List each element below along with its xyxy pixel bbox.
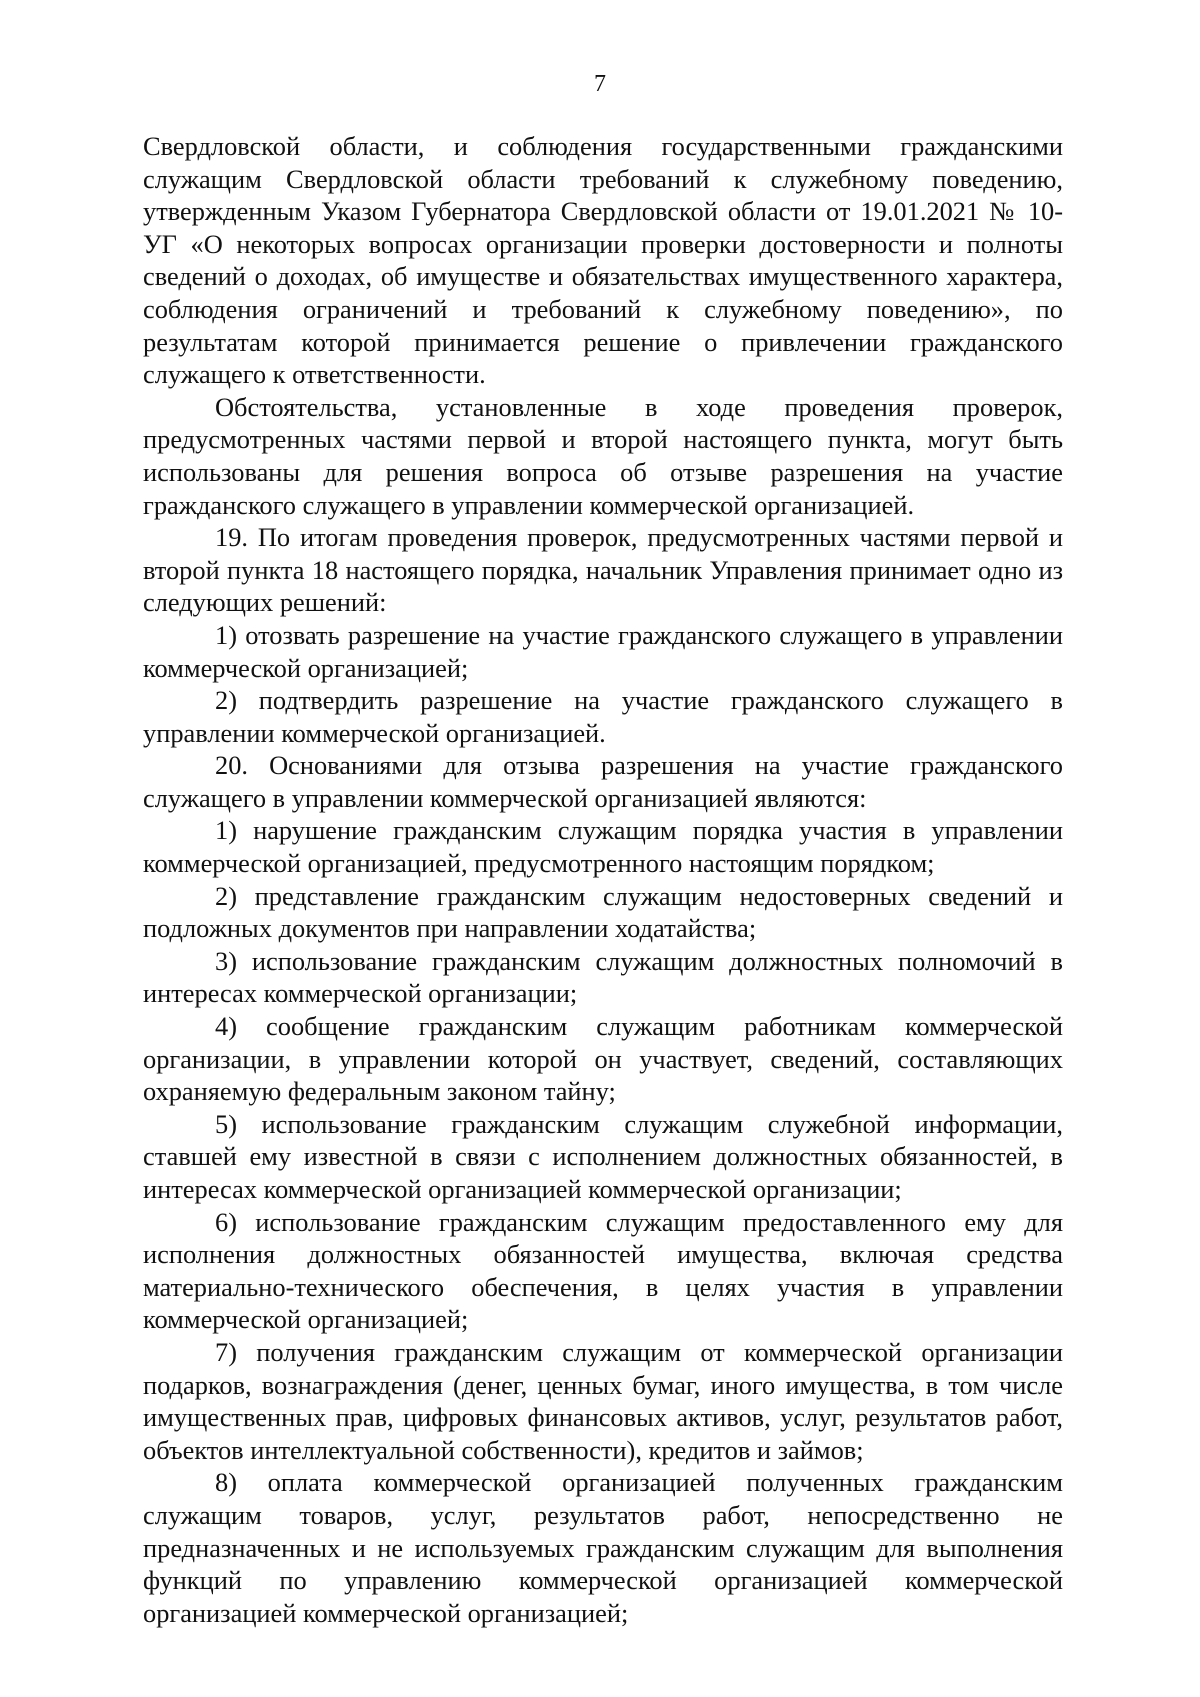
list-item-20-5: 5) использование гражданским служащим служебной информации, ставшей ему известной в связи с исполнением должностных обязанностей, в интересах коммерческой организацией коммерческой организации; [143, 1108, 1063, 1204]
list-item-20-1: 1) нарушение гражданским служащим порядка участия в управлении коммерческой организацией, предусмотренного настоящим порядком; [143, 815, 1063, 879]
document-body [143, 130, 1063, 1629]
paragraph-clause-19: 19. По итогам проведения проверок, предусмотренных частями первой и второй пункта 18 настоящего порядка, начальник Управления принимает одно из следующих решений: [143, 522, 1063, 618]
paragraph-clause-20: 20. Основаниями для отзыва разрешения на участие гражданского служащего в управлении коммерческой организацией являются: [143, 750, 1063, 813]
list-item-20-6: 6) использование гражданским служащим предоставленного ему для исполнения должностных обязанностей имущества, включая средства материально-технического обеспечения, в целях участия в управлении коммерческой организацией; [143, 1206, 1063, 1335]
paragraph-circumstances: Обстоятельства, установленные в ходе проведения проверок, предусмотренных частями первой и второй настоящего пункта, могут быть использованы для решения вопроса об отзыве разрешения на участие гражданского служащего в управлении коммерческой организацией. [143, 391, 1063, 520]
list-item-20-2: 2) представление гражданским служащим недостоверных сведений и подложных документов при направлении ходатайства; [143, 880, 1063, 944]
page-number: 7 [594, 71, 606, 97]
list-item-20-4: 4) сообщение гражданским служащим работникам коммерческой организации, в управлении которой он участвует, сведений, составляющих охраняемую федеральным законом тайну; [143, 1011, 1063, 1107]
list-item-20-8: 8) оплата коммерческой организацией полученных гражданским служащим товаров, услуг, результатов работ, непосредственно не предназначенных и не используемых гражданским служащим для выполнения функций по управлению коммерческой организацией коммерческой организацией коммерческой организацией; [143, 1467, 1063, 1628]
list-item-20-7: 7) получения гражданским служащим от коммерческой организации подарков, вознаграждения (денег, ценных бумаг, иного имущества, в том числе имущественных прав, цифровых финансовых активов, услуг, результатов работ, объектов интеллектуальной собственности), кредитов и займов; [143, 1336, 1063, 1465]
list-item-19-2: 2) подтвердить разрешение на участие гражданского служащего в управлении коммерческой организацией. [143, 685, 1063, 748]
list-item-20-3: 3) использование гражданским служащим должностных полномочий в интересах коммерческой организации; [143, 945, 1063, 1009]
list-item-19-1: 1) отозвать разрешение на участие гражданского служащего в управлении коммерческой организацией; [143, 619, 1063, 683]
paragraph-continuation: Свердловской области, и соблюдения государственными гражданскими служащим Свердловской области требований к служебному поведению, утвержденным Указом Губернатора Свердловской области от 19.01.2021 № 10-УГ «О некоторых вопросах организации проверки достоверности и полноты сведений о доходах, об имуществе и обязательствах имущественного характера, соблюдения ограничений и требований к служебному поведению», по результатам которой принимается решение о привлечении гражданского служащего к ответственности. [143, 131, 1063, 390]
